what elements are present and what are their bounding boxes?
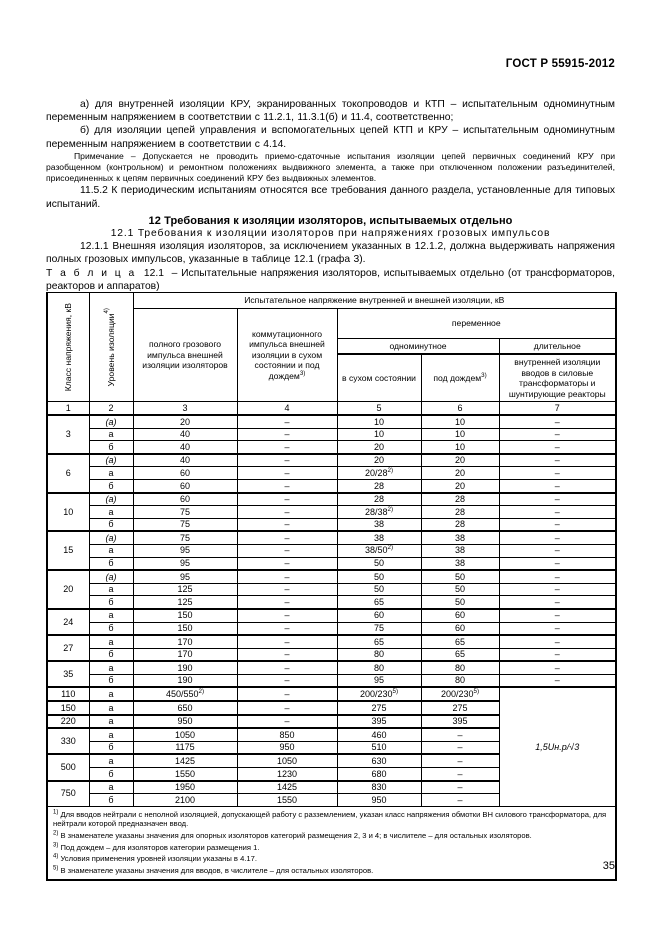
column-number-4: 4: [237, 402, 337, 416]
cell-voltage-class: 150: [47, 701, 89, 715]
cell-insulation-level: б: [89, 674, 133, 687]
cell-insulation-level: а: [89, 583, 133, 596]
cell-one-minute-dry: 680: [337, 768, 421, 781]
cell-voltage-class: 110: [47, 687, 89, 701]
cell-one-minute-rain: 10: [421, 415, 499, 428]
cell-one-minute-dry: 630: [337, 754, 421, 767]
table-body: [47, 402, 616, 807]
footnote-marker: 2): [53, 830, 59, 837]
header-cell-dry-state: в сухом состоянии: [337, 354, 421, 402]
cell-lightning-impulse: 75: [133, 506, 237, 519]
cell-switching-impulse: –: [237, 479, 337, 492]
cell-one-minute-dry: 60: [337, 609, 421, 622]
document-standard-id: ГОСТ Р 55915-2012: [505, 58, 615, 70]
cell-one-minute-dry: 80: [337, 648, 421, 661]
cell-internal-insulation: –: [499, 415, 616, 428]
cell-internal-insulation: –: [499, 493, 616, 506]
cell-lightning-impulse: 40: [133, 441, 237, 454]
cell-one-minute-rain: 50: [421, 570, 499, 583]
table-row: [47, 622, 616, 635]
cell-one-minute-rain: 28: [421, 506, 499, 519]
footnote-2: [50, 830, 613, 842]
table-row: [47, 661, 616, 674]
cell-switching-impulse: –: [237, 583, 337, 596]
cell-switching-impulse: –: [237, 674, 337, 687]
cell-one-minute-dry: 460: [337, 728, 421, 741]
cell-one-minute-rain: –: [421, 754, 499, 767]
cell-lightning-impulse: 20: [133, 415, 237, 428]
cell-switching-impulse: –: [237, 596, 337, 609]
table-row: [47, 454, 616, 467]
cell-one-minute-dry: 38: [337, 518, 421, 531]
cell-internal-insulation: –: [499, 622, 616, 635]
cell-insulation-level: б: [89, 741, 133, 754]
cell-lightning-impulse: 95: [133, 570, 237, 583]
cell-insulation-level: (а): [89, 454, 133, 467]
cell-lightning-impulse: 170: [133, 635, 237, 648]
cell-lightning-impulse: 75: [133, 518, 237, 531]
column-number-2: 2: [89, 402, 133, 416]
paragraph-note: Примечание – Допускается не проводить приемо-сдаточные испытания изоляции цепей первичных соединений КРУ при разобщенном (контрольном) и ремонтном положениях выдвижного элемента, а также при отключенном положении разъединителей, присоединенных к цепям первичных соединений КРУ без выдвижных элементов.: [46, 150, 615, 184]
cell-insulation-level: (а): [89, 531, 133, 544]
cell-insulation-level: а: [89, 544, 133, 557]
cell-one-minute-rain: 65: [421, 635, 499, 648]
table-12-1-wrapper: [46, 292, 615, 881]
table-row: [47, 674, 616, 687]
cell-switching-impulse: –: [237, 715, 337, 729]
cell-switching-impulse: 1050: [237, 754, 337, 767]
cell-one-minute-rain: 60: [421, 622, 499, 635]
cell-insulation-level: б: [89, 518, 133, 531]
column-number-5: 5: [337, 402, 421, 416]
cell-one-minute-dry: 395: [337, 715, 421, 729]
cell-lightning-impulse: 190: [133, 674, 237, 687]
cell-lightning-impulse: 950: [133, 715, 237, 729]
cell-one-minute-rain: –: [421, 794, 499, 807]
table-header-row-2: [47, 308, 616, 338]
cell-switching-impulse: 1425: [237, 781, 337, 794]
cell-insulation-level: а: [89, 609, 133, 622]
cell-lightning-impulse: 2100: [133, 794, 237, 807]
table-row: [47, 428, 616, 441]
table-row: [47, 648, 616, 661]
cell-voltage-class: 6: [47, 454, 89, 493]
cell-insulation-level: (а): [89, 493, 133, 506]
table-row: [47, 635, 616, 648]
cell-insulation-level: а: [89, 701, 133, 715]
header-cell-test-voltage-span: Испытательное напряжение внутренней и внешней изоляции, кВ: [133, 293, 616, 309]
cell-insulation-level: а: [89, 728, 133, 741]
cell-voltage-class: 220: [47, 715, 89, 729]
cell-insulation-level: б: [89, 557, 133, 570]
cell-voltage-class: 10: [47, 493, 89, 532]
cell-insulation-level: (а): [89, 570, 133, 583]
cell-one-minute-rain: –: [421, 728, 499, 741]
cell-internal-insulation: –: [499, 674, 616, 687]
cell-insulation-level: б: [89, 479, 133, 492]
cell-switching-impulse: 950: [237, 741, 337, 754]
footnote-text: Под дождем – для изоляторов категории размещения 1.: [58, 842, 260, 852]
cell-voltage-class: 20: [47, 570, 89, 609]
footnote-marker: 4): [53, 853, 59, 860]
cell-voltage-class: 750: [47, 781, 89, 807]
table-caption-label: Т а б л и ц а: [46, 268, 137, 280]
cell-one-minute-dry: 95: [337, 674, 421, 687]
cell-one-minute-rain: 60: [421, 609, 499, 622]
cell-switching-impulse: –: [237, 557, 337, 570]
document-body: [46, 98, 615, 294]
cell-insulation-level: б: [89, 441, 133, 454]
cell-switching-impulse: –: [237, 648, 337, 661]
cell-lightning-impulse: 40: [133, 428, 237, 441]
cell-insulation-level: (а): [89, 415, 133, 428]
cell-one-minute-dry: 10: [337, 415, 421, 428]
cell-voltage-class: 15: [47, 531, 89, 570]
footnote-1: [50, 809, 613, 830]
cell-switching-impulse: –: [237, 415, 337, 428]
cell-insulation-level: а: [89, 754, 133, 767]
cell-insulation-level: а: [89, 467, 133, 480]
subsection-heading-12-1: 12.1 Требования к изоляции изоляторов при напряжениях грозовых импульсов: [110, 227, 551, 239]
cell-one-minute-dry: 20: [337, 441, 421, 454]
cell-insulation-level: а: [89, 687, 133, 701]
column-number-7: 7: [499, 402, 616, 416]
cell-lightning-impulse: 650: [133, 701, 237, 715]
cell-one-minute-rain: 28: [421, 518, 499, 531]
cell-lightning-impulse: 40: [133, 454, 237, 467]
cell-one-minute-dry: 38: [337, 531, 421, 544]
cell-one-minute-rain: 20: [421, 479, 499, 492]
cell-insulation-level: а: [89, 428, 133, 441]
cell-insulation-level: а: [89, 635, 133, 648]
cell-one-minute-dry: 830: [337, 781, 421, 794]
cell-lightning-impulse: 60: [133, 479, 237, 492]
cell-switching-impulse: –: [237, 701, 337, 715]
header-cell-ac-group: переменное: [337, 308, 616, 338]
cell-one-minute-rain: 395: [421, 715, 499, 729]
cell-voltage-class: 24: [47, 609, 89, 635]
header-cell-one-minute-group: одноминутное: [337, 338, 499, 354]
cell-insulation-level: б: [89, 596, 133, 609]
cell-internal-insulation: –: [499, 441, 616, 454]
cell-one-minute-dry: 28/38$^{2)}$: [337, 506, 421, 519]
cell-switching-impulse: –: [237, 506, 337, 519]
cell-voltage-class: 27: [47, 635, 89, 661]
cell-internal-insulation: –: [499, 506, 616, 519]
table-caption-number: 12.1: [143, 268, 164, 280]
cell-one-minute-rain: 10: [421, 441, 499, 454]
cell-one-minute-dry: 510: [337, 741, 421, 754]
cell-insulation-level: б: [89, 768, 133, 781]
cell-lightning-impulse: 1175: [133, 741, 237, 754]
paragraph-clause-12-1-1: 12.1.1 Внешняя изоляция изоляторов, за исключением указанных в 12.1.2, должна выдерживать напряжения полных грозовых импульсов, указанные в таблице 12.1 (графа 3).: [46, 240, 615, 266]
cell-one-minute-rain: 50: [421, 583, 499, 596]
cell-one-minute-dry: 28: [337, 479, 421, 492]
table-row: [47, 596, 616, 609]
cell-insulation-level: б: [89, 794, 133, 807]
cell-one-minute-rain: 38: [421, 557, 499, 570]
cell-voltage-class: 500: [47, 754, 89, 780]
cell-one-minute-dry: 38/50$^{2)}$: [337, 544, 421, 557]
footnote-text: В знаменателе указаны значения для опорных изоляторов категорий размещения 2, 3 и 4; в числителе – для остальных изоляторов.: [58, 831, 532, 840]
cell-switching-impulse: –: [237, 622, 337, 635]
header-cell-under-rain: под дождем$^{3)}$: [421, 354, 499, 402]
table-row: [47, 479, 616, 492]
cell-lightning-impulse: 190: [133, 661, 237, 674]
cell-internal-insulation: –: [499, 428, 616, 441]
cell-switching-impulse: –: [237, 570, 337, 583]
cell-switching-impulse: –: [237, 544, 337, 557]
cell-lightning-impulse: 1050: [133, 728, 237, 741]
paragraph-clause-11-5-2: 11.5.2 К периодическим испытаниям относятся все требования данного раздела, установленные для типовых испытаний.: [46, 185, 615, 210]
paragraph-item-b: б) для изоляции цепей управления и вспомогательных цепей КТП и КРУ – испытательным одноминутным переменным напряжением в соответствии с 4.14.: [46, 125, 615, 150]
cell-one-minute-dry: 20/28$^{2)}$: [337, 467, 421, 480]
cell-one-minute-rain: 28: [421, 493, 499, 506]
cell-lightning-impulse: 95: [133, 557, 237, 570]
cell-insulation-level: б: [89, 648, 133, 661]
header-cell-long-duration-group: длительное: [499, 338, 616, 354]
footnote-text: Условия применения уровней изоляции указаны в 4.17.: [58, 854, 257, 864]
footnote-marker: 3): [53, 842, 59, 849]
cell-insulation-level: а: [89, 506, 133, 519]
cell-voltage-class: 330: [47, 728, 89, 754]
cell-one-minute-rain: 20: [421, 454, 499, 467]
column-number-6: 6: [421, 402, 499, 416]
footnote-3: [50, 842, 613, 854]
cell-switching-impulse: –: [237, 441, 337, 454]
cell-switching-impulse: –: [237, 454, 337, 467]
cell-one-minute-dry: 28: [337, 493, 421, 506]
cell-one-minute-rain: –: [421, 768, 499, 781]
cell-internal-insulation: –: [499, 557, 616, 570]
cell-one-minute-rain: 275: [421, 701, 499, 715]
cell-internal-insulation: –: [499, 609, 616, 622]
cell-switching-impulse: –: [237, 609, 337, 622]
header-cell-switching-impulse: коммутационного импульса внешней изоляции в сухом состоянии и под дождем$^{3)}$: [237, 308, 337, 402]
cell-one-minute-rain: 38: [421, 531, 499, 544]
cell-internal-insulation: –: [499, 531, 616, 544]
cell-switching-impulse: –: [237, 661, 337, 674]
cell-one-minute-rain: –: [421, 741, 499, 754]
cell-internal-insulation: –: [499, 518, 616, 531]
cell-switching-impulse: –: [237, 687, 337, 701]
cell-internal-insulation: –: [499, 479, 616, 492]
cell-one-minute-dry: 80: [337, 661, 421, 674]
header-cell-insulation-level: Уровень изоляции$^{4)}$: [89, 293, 133, 402]
header-cell-class-voltage: Класс напряжения, кВ: [47, 293, 89, 402]
cell-lightning-impulse: 95: [133, 544, 237, 557]
cell-insulation-level: а: [89, 715, 133, 729]
cell-switching-impulse: –: [237, 635, 337, 648]
cell-lightning-impulse: 60: [133, 467, 237, 480]
table-row: [47, 609, 616, 622]
cell-lightning-impulse: 75: [133, 531, 237, 544]
table-row: [47, 531, 616, 544]
table-row: [47, 506, 616, 519]
cell-one-minute-rain: 200/230$^{5)}$: [421, 687, 499, 701]
table-header-row-1: [47, 293, 616, 309]
cell-one-minute-rain: 10: [421, 428, 499, 441]
cell-switching-impulse: 850: [237, 728, 337, 741]
table-12-1: [46, 292, 617, 881]
cell-internal-insulation: –: [499, 583, 616, 596]
cell-one-minute-dry: 65: [337, 635, 421, 648]
cell-one-minute-dry: 950: [337, 794, 421, 807]
footnote-text: В знаменателе указаны значения для вводов, в числителе – для остальных изоляторов.: [58, 865, 374, 875]
cell-internal-insulation: –: [499, 454, 616, 467]
merged-formula: 1,5Uн.р/√3: [535, 741, 580, 752]
cell-one-minute-dry: 200/230$^{5)}$: [337, 687, 421, 701]
cell-one-minute-dry: 20: [337, 454, 421, 467]
cell-lightning-impulse: 1550: [133, 768, 237, 781]
footnote-text: Для вводов нейтрали с неполной изоляцией, допускающей работу с разземлением, указан класс напряжения обмотки ВН силового трансформатора, для нейтрали которой предназначен ввод.: [53, 809, 607, 829]
cell-lightning-impulse: 150: [133, 622, 237, 635]
cell-internal-insulation: –: [499, 635, 616, 648]
cell-switching-impulse: –: [237, 518, 337, 531]
cell-one-minute-rain: 50: [421, 596, 499, 609]
cell-one-minute-dry: 10: [337, 428, 421, 441]
table-row: [47, 583, 616, 596]
cell-lightning-impulse: 1950: [133, 781, 237, 794]
cell-one-minute-rain: –: [421, 781, 499, 794]
header-cell-internal-insulation-bushings: внутренней изоляции вводов в силовые трансформаторы и шунтирующие реакторы: [499, 354, 616, 402]
cell-internal-insulation: –: [499, 467, 616, 480]
cell-lightning-impulse: 1425: [133, 754, 237, 767]
cell-one-minute-dry: 50: [337, 570, 421, 583]
cell-lightning-impulse: 125: [133, 583, 237, 596]
cell-insulation-level: а: [89, 661, 133, 674]
table-row: [47, 415, 616, 428]
table-row: [47, 544, 616, 557]
cell-switching-impulse: 1230: [237, 768, 337, 781]
cell-voltage-class: 3: [47, 415, 89, 454]
table-row: [47, 557, 616, 570]
table-row: [47, 687, 616, 701]
cell-internal-insulation: –: [499, 544, 616, 557]
paragraph-item-a: а) для внутренней изоляции КРУ, экранированных токопроводов и КТП – испытательным одноминутным переменным напряжением в соответствии с 11.2.1, 11.3.1(б) и 11.4, соответственно;: [46, 99, 615, 124]
section-heading-12: 12 Требования к изоляции изоляторов, испытываемых отдельно: [148, 214, 513, 227]
cell-internal-insulation: –: [499, 570, 616, 583]
cell-voltage-class: 35: [47, 661, 89, 687]
cell-switching-impulse: –: [237, 493, 337, 506]
cell-lightning-impulse: 150: [133, 609, 237, 622]
column-number-3: 3: [133, 402, 237, 416]
cell-insulation-level: а: [89, 781, 133, 794]
cell-one-minute-rain: 38: [421, 544, 499, 557]
cell-internal-insulation-merged: [499, 687, 616, 806]
table-header: [47, 293, 616, 402]
cell-one-minute-rain: 20: [421, 467, 499, 480]
table-row: [47, 467, 616, 480]
table-caption-text: – Испытательные напряжения изоляторов, испытываемых отдельно (от трансформаторов, реакторов и аппаратов): [46, 268, 615, 293]
cell-one-minute-dry: 50: [337, 583, 421, 596]
cell-switching-impulse: 1550: [237, 794, 337, 807]
cell-one-minute-dry: 65: [337, 596, 421, 609]
cell-one-minute-dry: 50: [337, 557, 421, 570]
table-row: [47, 441, 616, 454]
cell-switching-impulse: –: [237, 467, 337, 480]
cell-one-minute-rain: 80: [421, 661, 499, 674]
cell-one-minute-rain: 80: [421, 674, 499, 687]
page-number: 35: [602, 860, 615, 872]
cell-lightning-impulse: 450/550$^{2)}$: [133, 687, 237, 701]
table-row: [47, 518, 616, 531]
table-row: [47, 570, 616, 583]
footnote-marker: 1): [53, 809, 59, 816]
cell-lightning-impulse: 170: [133, 648, 237, 661]
table-row: [47, 493, 616, 506]
footnote-marker: 5): [53, 865, 59, 872]
cell-insulation-level: б: [89, 622, 133, 635]
table-caption: [46, 267, 615, 293]
cell-one-minute-dry: 75: [337, 622, 421, 635]
cell-switching-impulse: –: [237, 531, 337, 544]
cell-internal-insulation: –: [499, 648, 616, 661]
cell-lightning-impulse: 125: [133, 596, 237, 609]
cell-internal-insulation: –: [499, 661, 616, 674]
cell-one-minute-rain: 65: [421, 648, 499, 661]
cell-lightning-impulse: 60: [133, 493, 237, 506]
column-number-1: 1: [47, 402, 89, 416]
table-column-number-row: [47, 402, 616, 416]
cell-internal-insulation: –: [499, 596, 616, 609]
header-cell-lightning-impulse: полного грозового импульса внешней изоляции изоляторов: [133, 308, 237, 402]
cell-switching-impulse: –: [237, 428, 337, 441]
cell-one-minute-dry: 275: [337, 701, 421, 715]
